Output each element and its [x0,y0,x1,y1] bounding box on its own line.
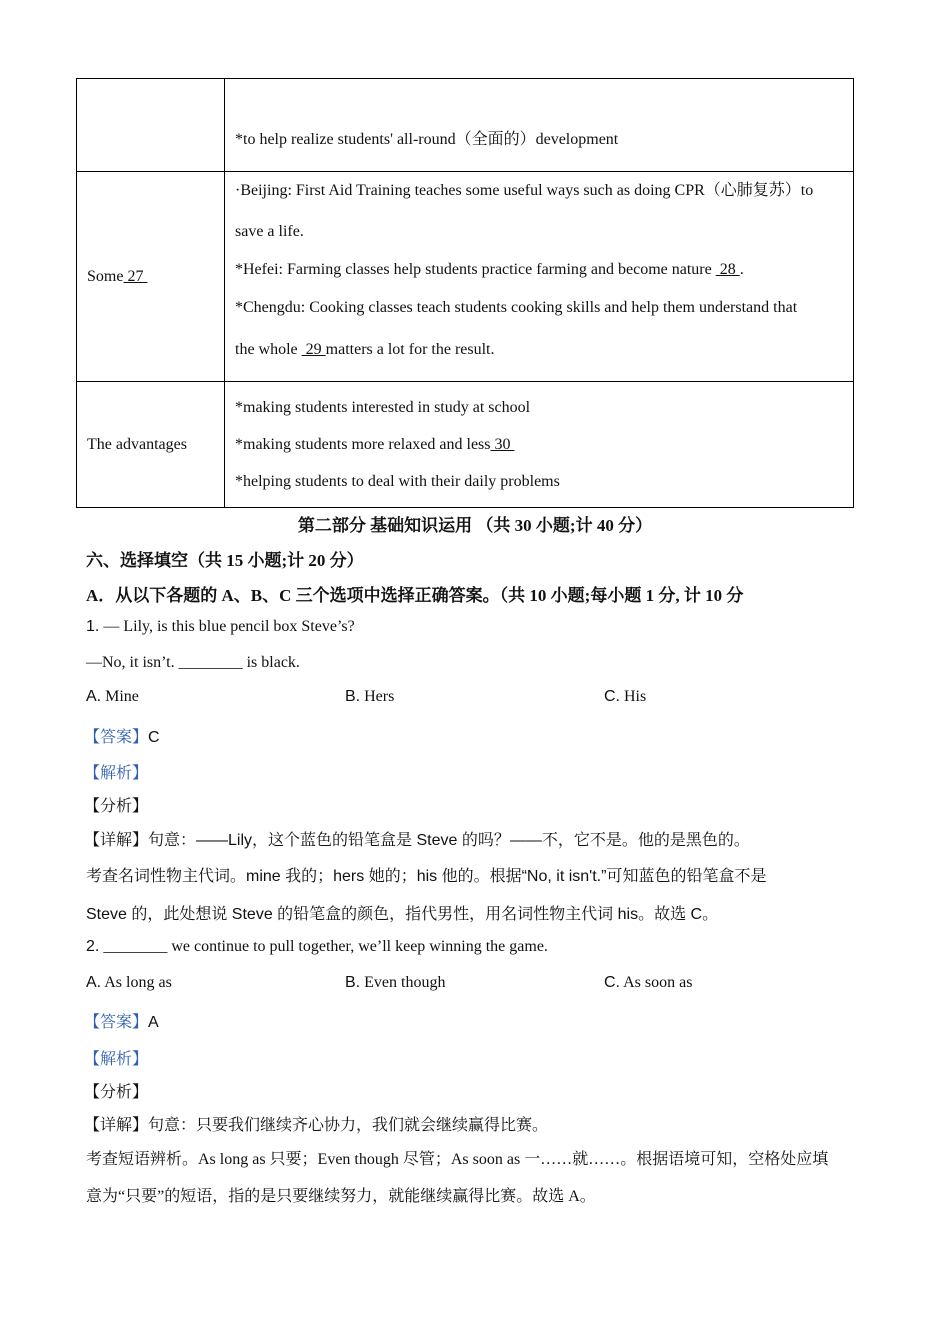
table-line [235,426,843,463]
option-text: Even though [360,974,446,991]
question-2-stem [86,938,548,956]
table-label-cell [77,172,225,382]
option-letter: C. [604,688,620,705]
table-line: *Chengdu: Cooking classes teach students cooking skills and help them understand that [235,299,798,316]
question-1-stem [86,618,355,636]
line-text: the whole [235,341,302,358]
blank-30: 30 [490,436,515,453]
option-letter: B. [345,974,361,991]
part-title: 第二部分 基础知识运用 （共 30 小题;计 40 分） [297,516,653,535]
table-line: *to help realize students' all-round（全面的）development [235,131,619,148]
label-text: Some [87,267,124,285]
table-line: save a life. [235,223,304,240]
fenxi-label: 【分析】 [84,1084,149,1101]
table-content-cell [225,79,854,172]
detail-text: 【详解】句意：只要我们继续齐心协力，我们就会继续赢得比赛。 [84,1117,549,1134]
question-number: 1. [86,618,100,635]
option-b [345,974,445,992]
explanation-line: Steve 的，此处想说 Steve 的铅笔盒的颜色，指代男性，用名词性物主代词 his。故选 C。 [86,906,719,923]
question-1-reply: —No, it isn’t. ________ is black. [86,654,300,671]
section-instruction: A．从以下各题的 A、B、C 三个选项中选择正确答案。（共 10 小题;每小题 1 分, 计 10 分 [86,586,744,605]
option-text: As long as [101,974,172,991]
reading-table [76,78,854,508]
option-letter: A. [86,974,102,991]
option-a [86,688,139,706]
option-b [345,688,394,706]
option-a [86,974,172,992]
option-letter: B. [345,688,361,705]
table-content-cell [225,382,854,508]
explanation-line: 考查短语辨析。As long as 只要；Even though 尽管；As soon as 一……就……。根据语境可知，空格处应填 [86,1151,829,1168]
line-text: matters a lot for the result. [325,341,495,358]
analysis-label: 【解析】 [84,765,149,782]
option-text: His [620,688,647,705]
table-row [77,172,854,382]
blank-27: 27 [123,267,148,285]
table-content-cell [225,172,854,382]
line-text: *making students more relaxed and less [235,436,491,453]
table-line: ·Beijing: First Aid Training teaches some useful ways such as doing CPR（心肺复苏）to [235,182,814,199]
question-text: ________ we continue to pull together, we’ll keep winning the game. [99,938,548,955]
analysis-label: 【解析】 [84,1051,149,1068]
blank-29: 29 [301,341,326,358]
detail-text: 【详解】句意：——Lily，这个蓝色的铅笔盒是 Steve 的吗？——不，它不是。他的是黑色的。 [84,832,750,849]
option-text: As soon as [620,974,693,991]
table-label-cell [77,79,225,172]
question-text: — Lily, is this blue pencil box Steve’s? [99,618,355,635]
table-line: *making students interested in study at school [235,399,531,416]
answer-value: C [148,729,160,746]
table-label-cell: The advantages [77,382,225,508]
line-text: . [739,261,744,278]
answer-line [84,724,160,747]
explanation-line: 意为“只要”的短语，指的是只要继续努力，就能继续赢得比赛。故选 A。 [86,1188,596,1205]
table-row [77,382,854,508]
table-line [235,258,843,282]
table-line: *helping students to deal with their daily problems [235,473,560,490]
option-letter: C. [604,974,620,991]
fenxi-label: 【分析】 [84,798,149,815]
answer-label: 【答案】 [84,729,149,746]
option-c [604,688,646,706]
line-text: *Hefei: Farming classes help students practice farming and become nature [235,261,716,278]
table-row [77,79,854,172]
option-letter: A. [86,688,102,705]
table-line [235,338,843,362]
answer-line [84,1009,159,1032]
section-heading: 六、选择填空（共 15 小题;计 20 分） [86,551,364,570]
option-text: Mine [101,688,139,705]
option-c [604,974,692,992]
blank-28: 28 [715,261,740,278]
explanation-line: 考查名词性物主代词。mine 我的；hers 她的；his 他的。根据“No, it isn't.”可知蓝色的铅笔盒不是 [86,868,767,885]
question-number: 2. [86,938,100,955]
option-text: Hers [360,688,395,705]
answer-label: 【答案】 [84,1014,149,1031]
answer-value: A [148,1014,159,1031]
